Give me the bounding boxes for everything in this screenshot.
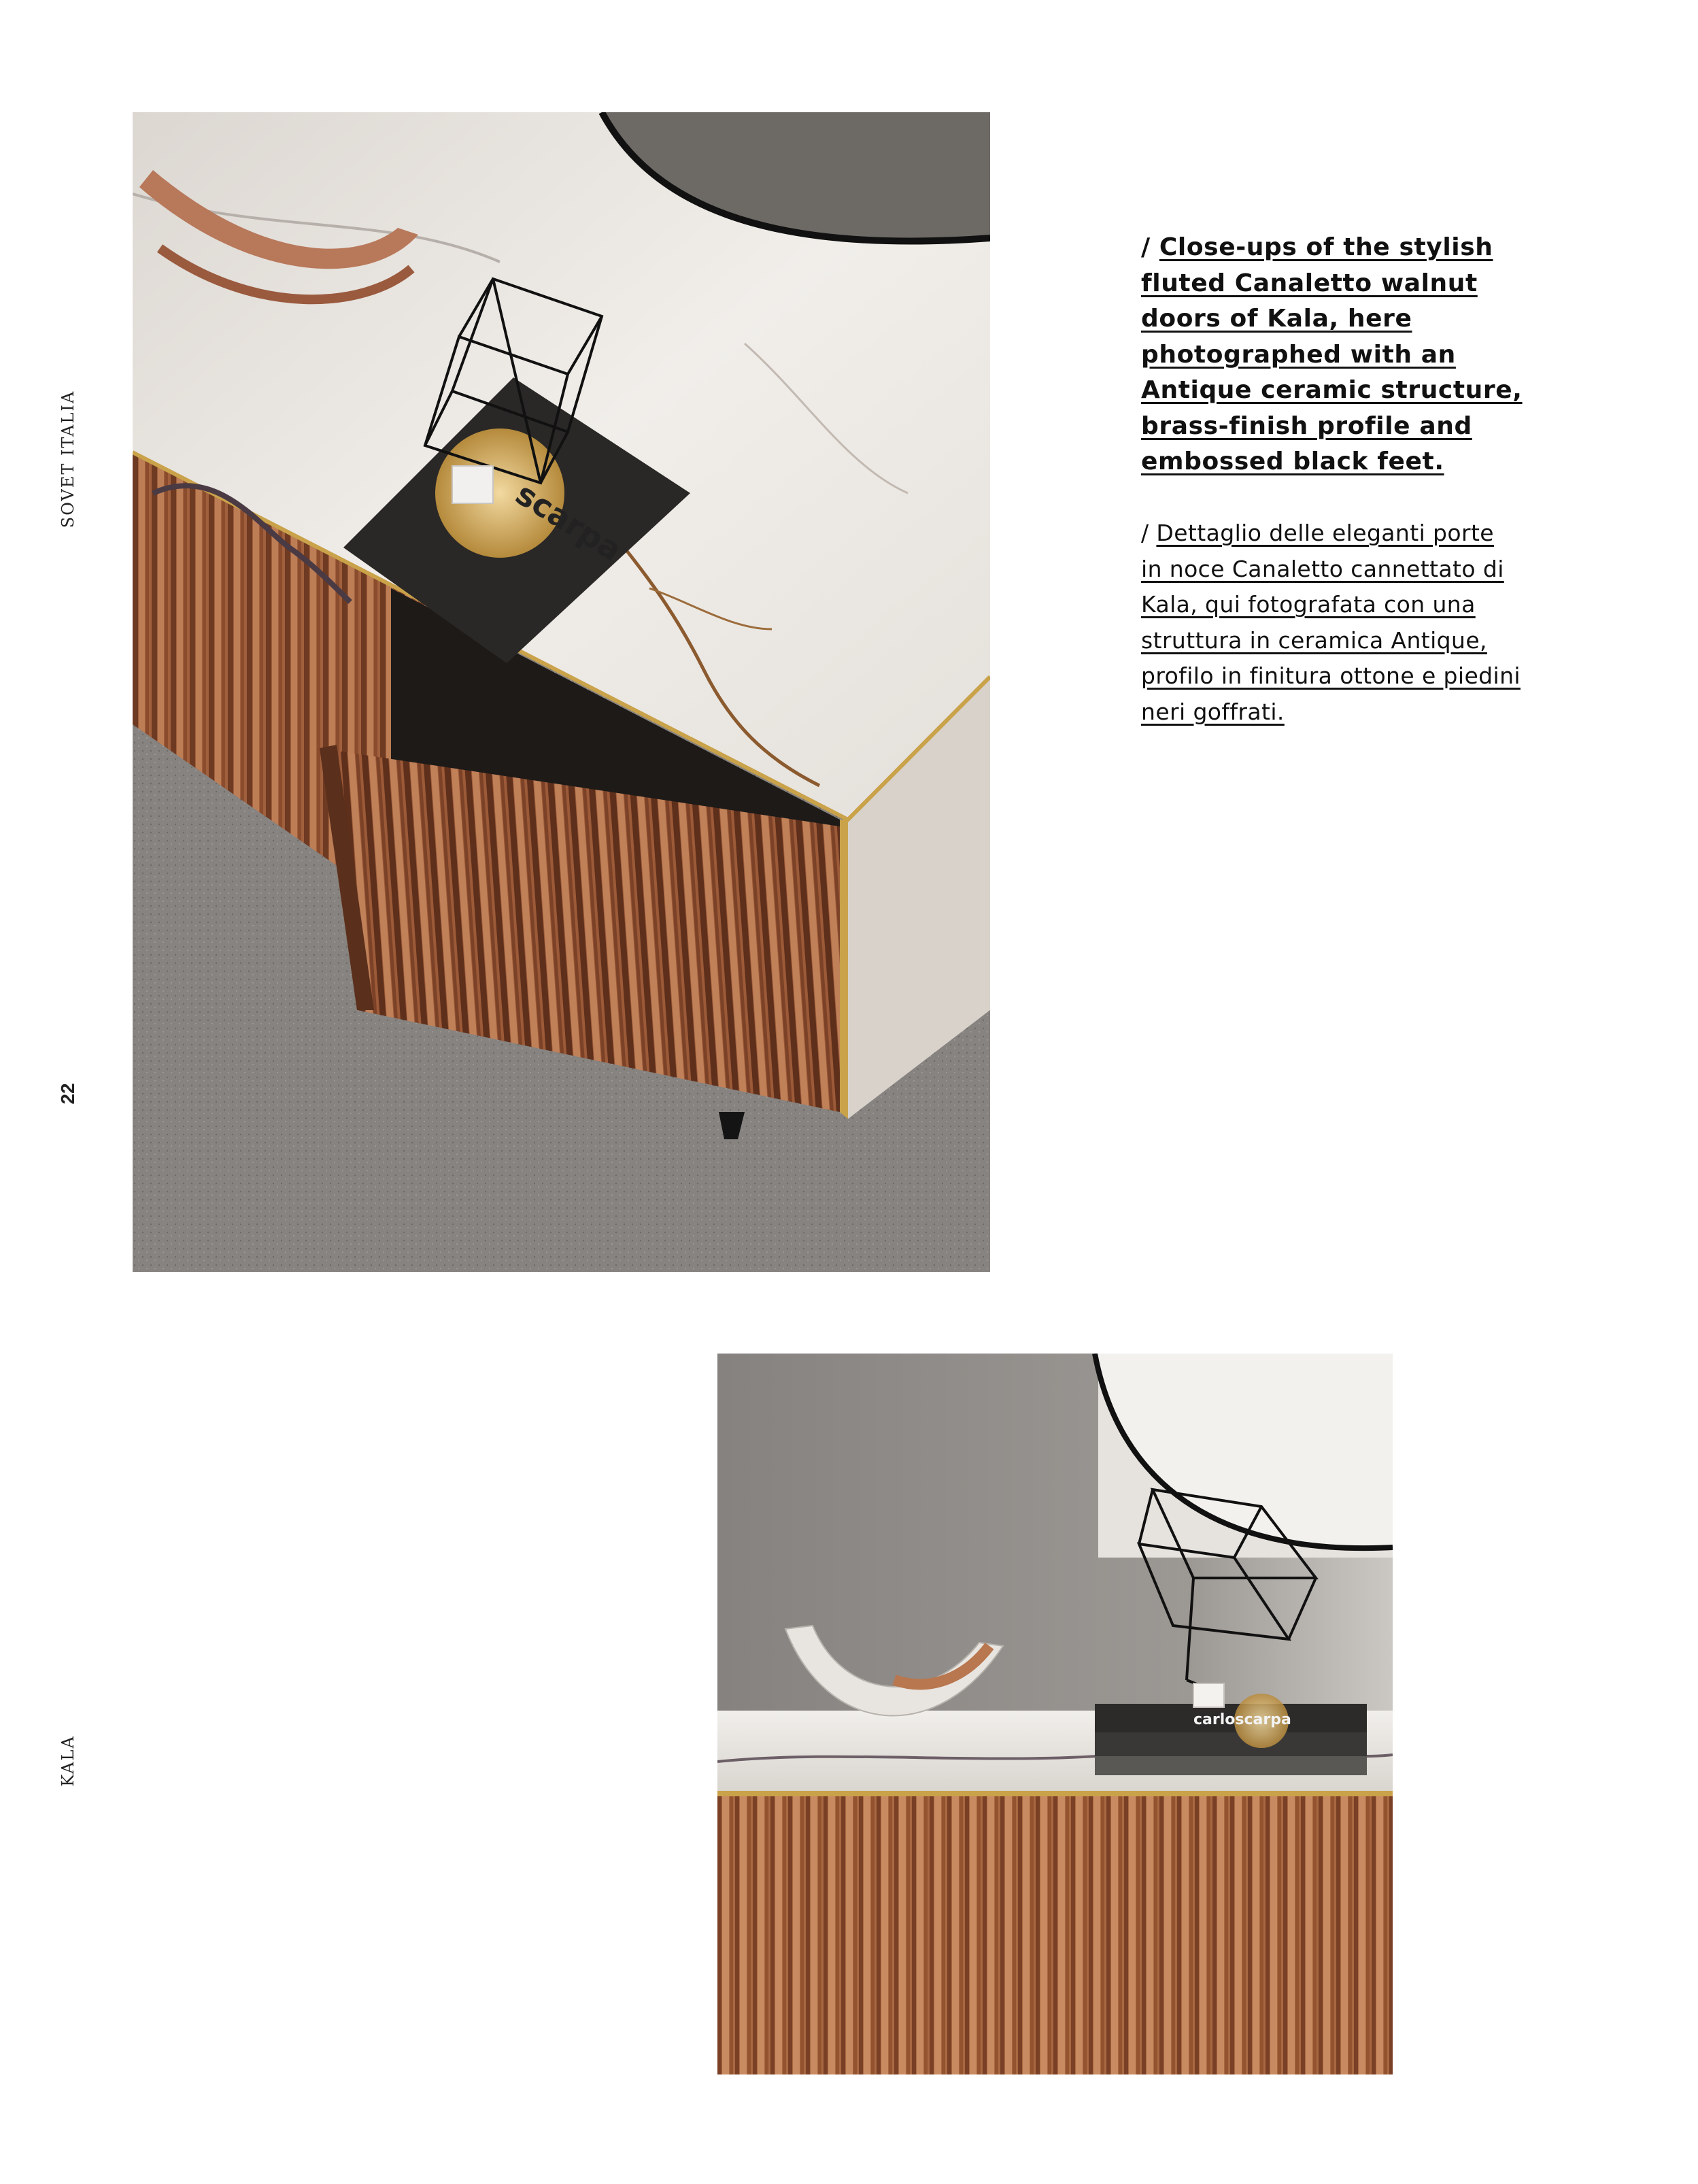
sideboard-front-illustration xyxy=(717,1354,1393,2074)
caption-en-line: photographed with an xyxy=(1141,340,1456,369)
caption-it-line: struttura in ceramica Antique, xyxy=(1141,626,1487,654)
page-number: 22 xyxy=(57,1083,78,1105)
caption-en-slash: / xyxy=(1141,233,1159,261)
caption-it-line: profilo in finitura ottone e piedini xyxy=(1141,662,1521,689)
brand-label: SOVET ITALIA xyxy=(58,390,78,528)
caption-en-line: brass-finish profile and xyxy=(1141,411,1472,440)
collection-label: KALA xyxy=(58,1735,78,1787)
caption-it-slash: / xyxy=(1141,520,1157,546)
caption-it-line: neri goffrati. xyxy=(1141,698,1285,725)
caption-italian xyxy=(1141,516,1590,730)
caption-en-line xyxy=(1141,230,1576,266)
photo-sideboard-overhead xyxy=(133,112,990,1272)
caption-en-line: embossed black feet. xyxy=(1141,448,1444,475)
caption-it-line xyxy=(1141,516,1590,552)
caption-en-line: fluted Canaletto walnut xyxy=(1141,269,1478,297)
caption-english xyxy=(1141,230,1576,480)
top-book-title: scarpa xyxy=(509,475,628,569)
caption-it-text: Dettaglio delle eleganti porte xyxy=(1156,520,1494,546)
caption-it-line: in noce Canaletto cannettato di xyxy=(1141,555,1504,582)
bottom-book-title: carloscarpa xyxy=(1193,1711,1291,1728)
photo-sideboard-front xyxy=(717,1354,1393,2074)
caption-en-line: doors of Kala, here xyxy=(1141,305,1412,333)
caption-en-line: Antique ceramic structure, xyxy=(1141,376,1523,404)
caption-it-line: Kala, qui fotografata con una xyxy=(1141,591,1476,618)
sideboard-overhead-illustration xyxy=(133,112,990,1272)
caption-en-text: Close-ups of the stylish xyxy=(1159,233,1493,261)
